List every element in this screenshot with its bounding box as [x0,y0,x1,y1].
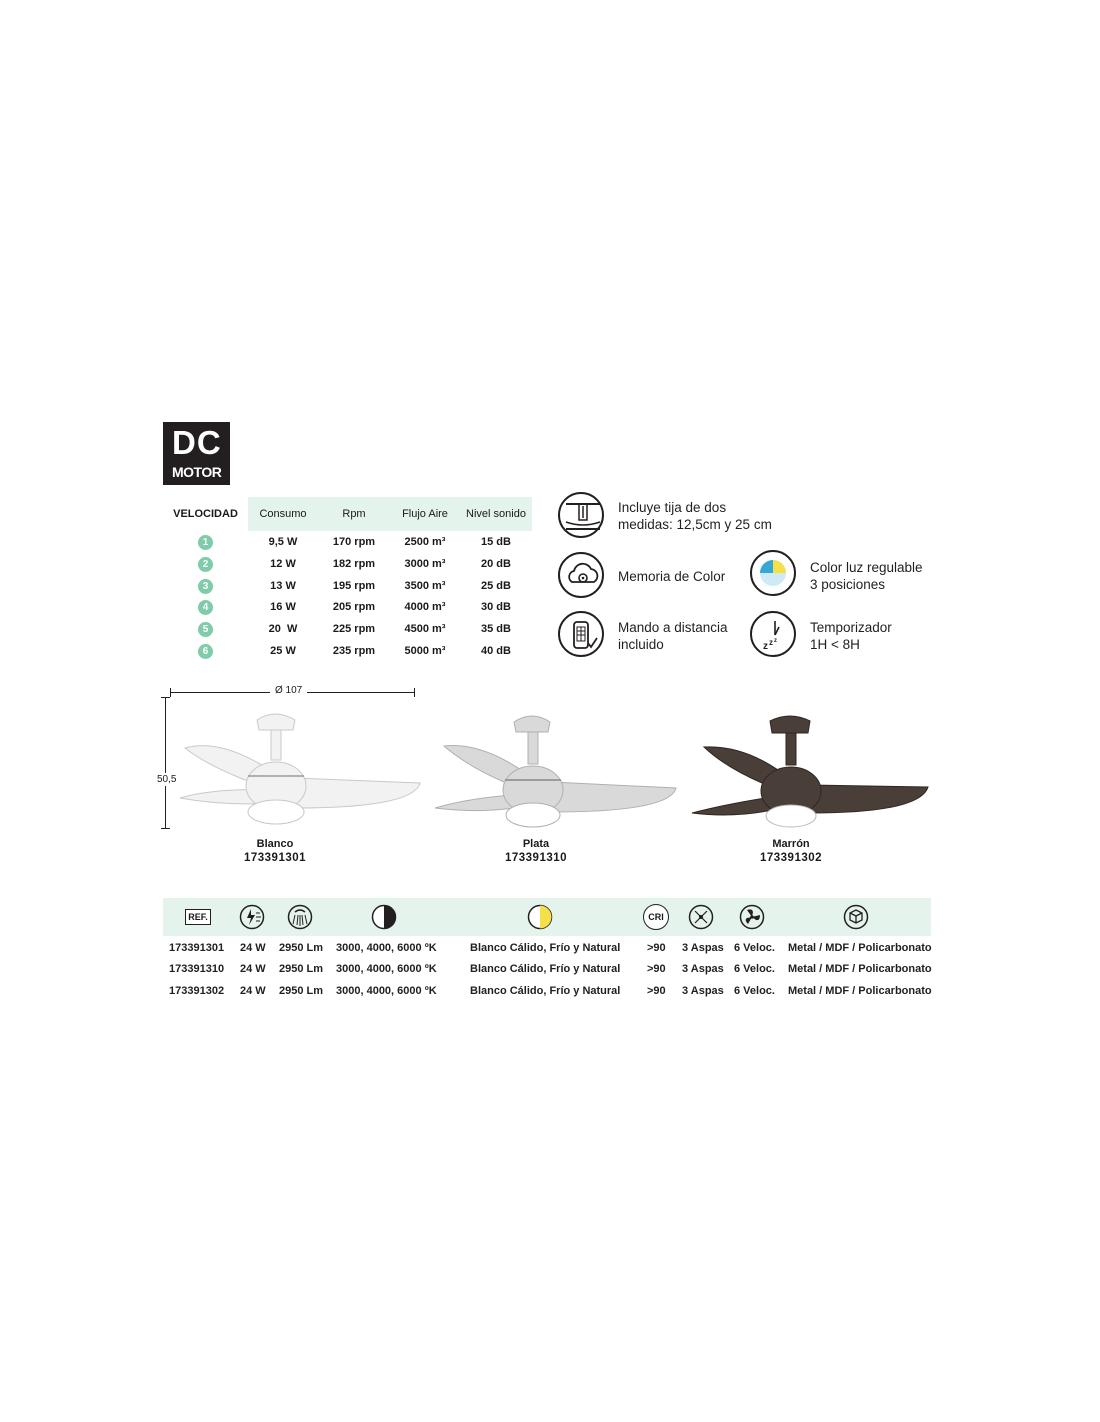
cell-flujo: 3500 m³ [404,580,446,592]
spec-ref: 173391301 [169,942,225,954]
cell-consumo: 12 W [270,558,296,570]
memory-icon [558,552,604,598]
cell-rpm: 205 rpm [332,601,376,613]
product-ref-blanco: 173391301 [243,852,307,864]
badge-motor: MOTOR [172,464,222,480]
svg-text:z: z [763,641,768,652]
speed-row [163,553,533,575]
speed-number-badge: 4 [198,600,213,615]
spec-blades: 3 Aspas [682,942,724,954]
dimension-tick [161,828,170,829]
spec-cri: >90 [647,942,666,954]
cell-consumo: 25 W [270,645,296,657]
spec-cct: 3000, 4000, 6000 ºK [336,985,437,997]
cri-icon: CRI [643,904,669,930]
light-color-icon [527,904,553,930]
cell-consumo: 13 W [270,580,296,592]
product-ref-plata: 173391310 [504,852,568,864]
height-dimension-line [165,697,166,829]
header-sonido: Nivel sonido [466,508,526,520]
header-consumo: Consumo [259,508,307,520]
product-name-blanco: Blanco [256,838,294,850]
speed-number-badge: 1 [198,535,213,550]
cell-sonido: 25 dB [481,580,511,592]
feature-timer-line1: Temporizador [810,620,892,635]
badge-dc: DC [172,424,222,461]
dc-motor-badge [163,422,230,485]
fan-speed-icon [739,904,765,930]
speed-number-badge: 3 [198,579,213,594]
product-ref-marron: 173391302 [759,852,823,864]
spec-speeds: 6 Veloc. [734,985,775,997]
speed-row [163,618,533,640]
spec-cct: 3000, 4000, 6000 ºK [336,963,437,975]
cell-flujo: 5000 m³ [404,645,446,657]
cell-sonido: 20 dB [481,558,511,570]
header-flujo: Flujo Aire [402,508,448,520]
spec-light: Blanco Cálido, Frío y Natural [470,942,621,954]
color-temperature-icon [371,904,397,930]
cell-sonido: 35 dB [481,623,511,635]
feature-memory-text: Memoria de Color [618,569,726,584]
feature-remote-text [618,619,728,653]
product-name-marron: Marrón [772,838,810,850]
lumens-icon [287,904,313,930]
cell-flujo: 3000 m³ [404,558,446,570]
blades-icon [688,904,714,930]
spec-ref: 173391310 [169,963,225,975]
timer-icon [750,611,796,657]
height-label: 50,5 [157,774,177,785]
cell-rpm: 235 rpm [332,645,376,657]
cell-flujo: 4500 m³ [404,623,446,635]
spec-row [163,937,931,959]
cell-consumo: 9,5 W [268,536,298,548]
feature-rod-line2: medidas: 12,5cm y 25 cm [618,517,772,532]
spec-speeds: 6 Veloc. [734,942,775,954]
cell-consumo: 16 W [270,601,296,613]
ref-label: REF. [185,909,211,925]
spec-row [163,980,931,1002]
spec-material: Metal / MDF / Policarbonato [788,963,932,975]
fan-image-plata [432,712,682,832]
cell-flujo: 4000 m³ [404,601,446,613]
spec-cct: 3000, 4000, 6000 ºK [336,942,437,954]
speed-row [163,531,533,553]
speed-row [163,596,533,618]
feature-remote-line1: Mando a distancia [618,620,728,635]
dimension-tick [170,688,171,697]
spec-power: 24 W [240,942,266,954]
spec-power: 24 W [240,963,266,975]
feature-remote-line2: incluido [618,637,664,652]
rod-icon [558,492,604,538]
spec-cri: >90 [647,985,666,997]
diameter-label: Ø 107 [270,685,307,696]
feature-timer-line2: 1H < 8H [810,637,860,652]
feature-rod-text [618,499,772,533]
cell-rpm: 195 rpm [332,580,376,592]
cell-flujo: 2500 m³ [404,536,446,548]
header-rpm: Rpm [342,508,366,520]
spec-ref: 173391302 [169,985,225,997]
material-icon [843,904,869,930]
cell-consumo: 20 W [268,623,298,635]
spec-cri: >90 [647,963,666,975]
spec-row [163,958,931,980]
feature-timer-text [810,619,892,653]
remote-icon [558,611,604,657]
speed-number-badge: 5 [198,622,213,637]
speed-number-badge: 6 [198,644,213,659]
svg-text:z: z [774,638,777,644]
dimension-tick [414,688,415,697]
cell-rpm: 170 rpm [332,536,376,548]
spec-table-header [163,898,931,936]
feature-color-line2: 3 posiciones [810,577,886,592]
speed-number-badge: 2 [198,557,213,572]
spec-light: Blanco Cálido, Frío y Natural [470,985,621,997]
product-name-plata: Plata [522,838,550,850]
spec-material: Metal / MDF / Policarbonato [788,942,932,954]
color-light-icon [750,550,796,596]
svg-text:z: z [769,638,773,647]
cell-sonido: 30 dB [481,601,511,613]
spec-speeds: 6 Veloc. [734,963,775,975]
feature-rod-line1: Incluye tija de dos [618,500,727,515]
spec-blades: 3 Aspas [682,985,724,997]
cell-sonido: 15 dB [481,536,511,548]
power-icon [239,904,265,930]
speed-row [163,640,533,662]
spec-lumens: 2950 Lm [279,942,324,954]
dimension-tick [161,697,170,698]
feature-color-line1: Color luz regulable [810,560,923,575]
spec-material: Metal / MDF / Policarbonato [788,985,932,997]
speed-row [163,575,533,597]
fan-image-blanco [175,708,427,830]
header-velocidad: VELOCIDAD [173,508,238,520]
feature-color-text [810,559,923,593]
spec-lumens: 2950 Lm [279,963,324,975]
cell-sonido: 40 dB [481,645,511,657]
spec-lumens: 2950 Lm [279,985,324,997]
cell-rpm: 182 rpm [332,558,376,570]
spec-power: 24 W [240,985,266,997]
spec-light: Blanco Cálido, Frío y Natural [470,963,621,975]
spec-blades: 3 Aspas [682,963,724,975]
cell-rpm: 225 rpm [332,623,376,635]
fan-image-marron [690,715,930,833]
